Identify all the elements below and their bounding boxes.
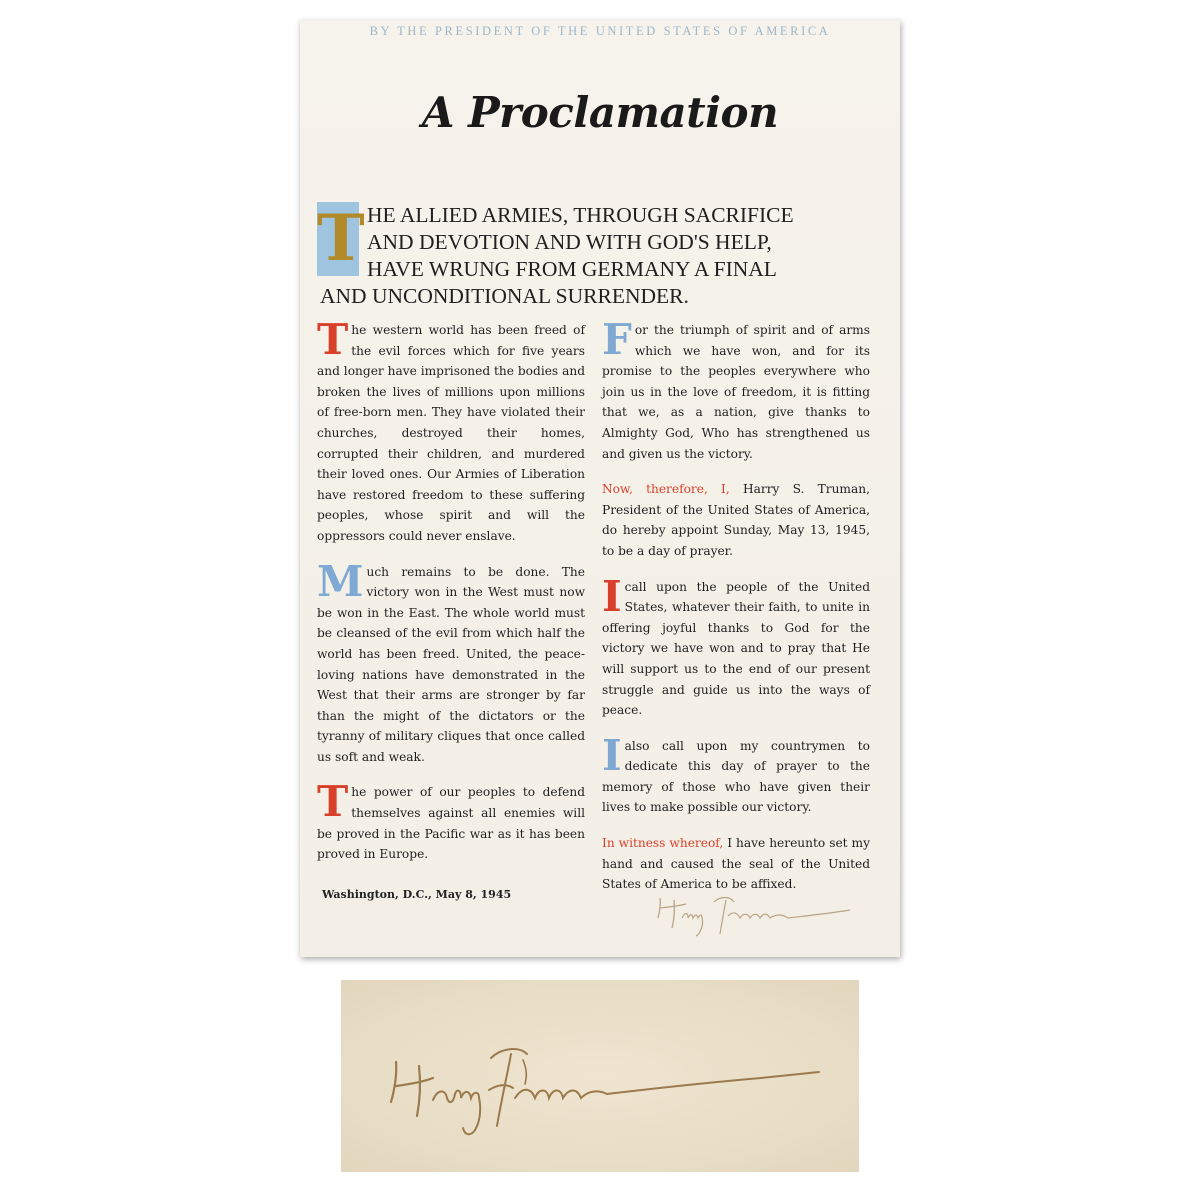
red-lead-phrase: In witness whereof, [602,836,724,851]
drop-cap: T [317,315,349,364]
signature-detail-panel [341,980,859,1172]
drop-cap: I [602,571,622,621]
paragraph-text: I have hereunto set my hand and caused the seal of the United States of America to be affixed. [602,836,871,892]
paragraph-text: also call upon my countrymen to dedicate this day of prayer to the memory of those who have given their lives to make possible our victory. [602,738,870,815]
paragraph-text: or the triumph of spirit and of arms which we have won, and for its promise to the peoples everywhere who join us in the love of freedom, it is fitting that we, as a nation, give thanks to Almighty God, Who has strengthened us and given us the victory. [602,323,870,461]
illuminated-initial: T [317,201,365,276]
drop-cap: F [602,315,632,364]
lead-line-4: AND UNCONDITIONAL SURRENDER. [320,284,689,308]
paragraph [317,315,585,547]
paragraph-text: uch remains to be done. The victory won in the West must now be won in the East. The whole world must be cleansed of the evil from which half the world has been freed. United, the peace-loving nations have demonstrated in the West that their arms are stronger by far than the might of the dictators or the tyranny of military cliques that once called us soft and weak. [317,564,585,764]
paragraph [602,571,870,721]
lead-line-1: HE ALLIED ARMIES, THROUGH SACRIFICE [367,203,794,227]
red-lead-phrase: Now, therefore, I, [602,482,730,497]
paragraph-text: he power of our peoples to defend themselves against all enemies will be proved in the Pacific war as it has been proved in Europe. [317,785,585,862]
paragraph-text: call upon the people of the United States, whatever their faith, to unite in offering joyful thanks to God for the victory we have won and to pray that He will support us to the end of our present struggle and guide us into the ways of peace. [602,579,870,718]
drop-cap: M [317,556,364,606]
signature-detail [341,980,859,1172]
right-column [602,315,871,910]
paragraph [317,556,585,768]
lead-paragraph [317,200,887,315]
paragraph [602,315,870,464]
lead-line-3: HAVE WRUNG FROM GERMANY A FINAL [367,257,777,281]
paragraph-text: Harry S. Truman, President of the United States of America, do hereby appoint Sunday, May 13, 1945, to be a day of prayer. [602,482,870,558]
lead-line-2: AND DEVOTION AND WITH GOD'S HELP, [367,230,772,254]
paragraph [602,479,870,561]
drop-cap: T [317,777,349,827]
proclamation-document [300,20,900,957]
page-title: A Proclamation [421,88,779,137]
header-line: BY THE PRESIDENT OF THE UNITED STATES OF AMERICA [369,24,831,38]
drop-cap: I [602,730,622,780]
paragraph-text: he western world has been freed of the evil forces which for five years and longer have imprisoned the bodies and broken the lives of millions upon millions of free-born men. They have violated their churches, destroyed their homes, corrupted their children, and murdered their loved ones. Our Armies of Liberation have restored freedom to these suffering peoples, whose spirit and will the oppressors could never enslave. [317,323,585,543]
place-date: Washington, D.C., May 8, 1945 [322,888,512,901]
paragraph [317,777,585,864]
left-column [317,315,585,880]
paragraph [602,730,870,818]
signature-on-document [630,880,860,940]
